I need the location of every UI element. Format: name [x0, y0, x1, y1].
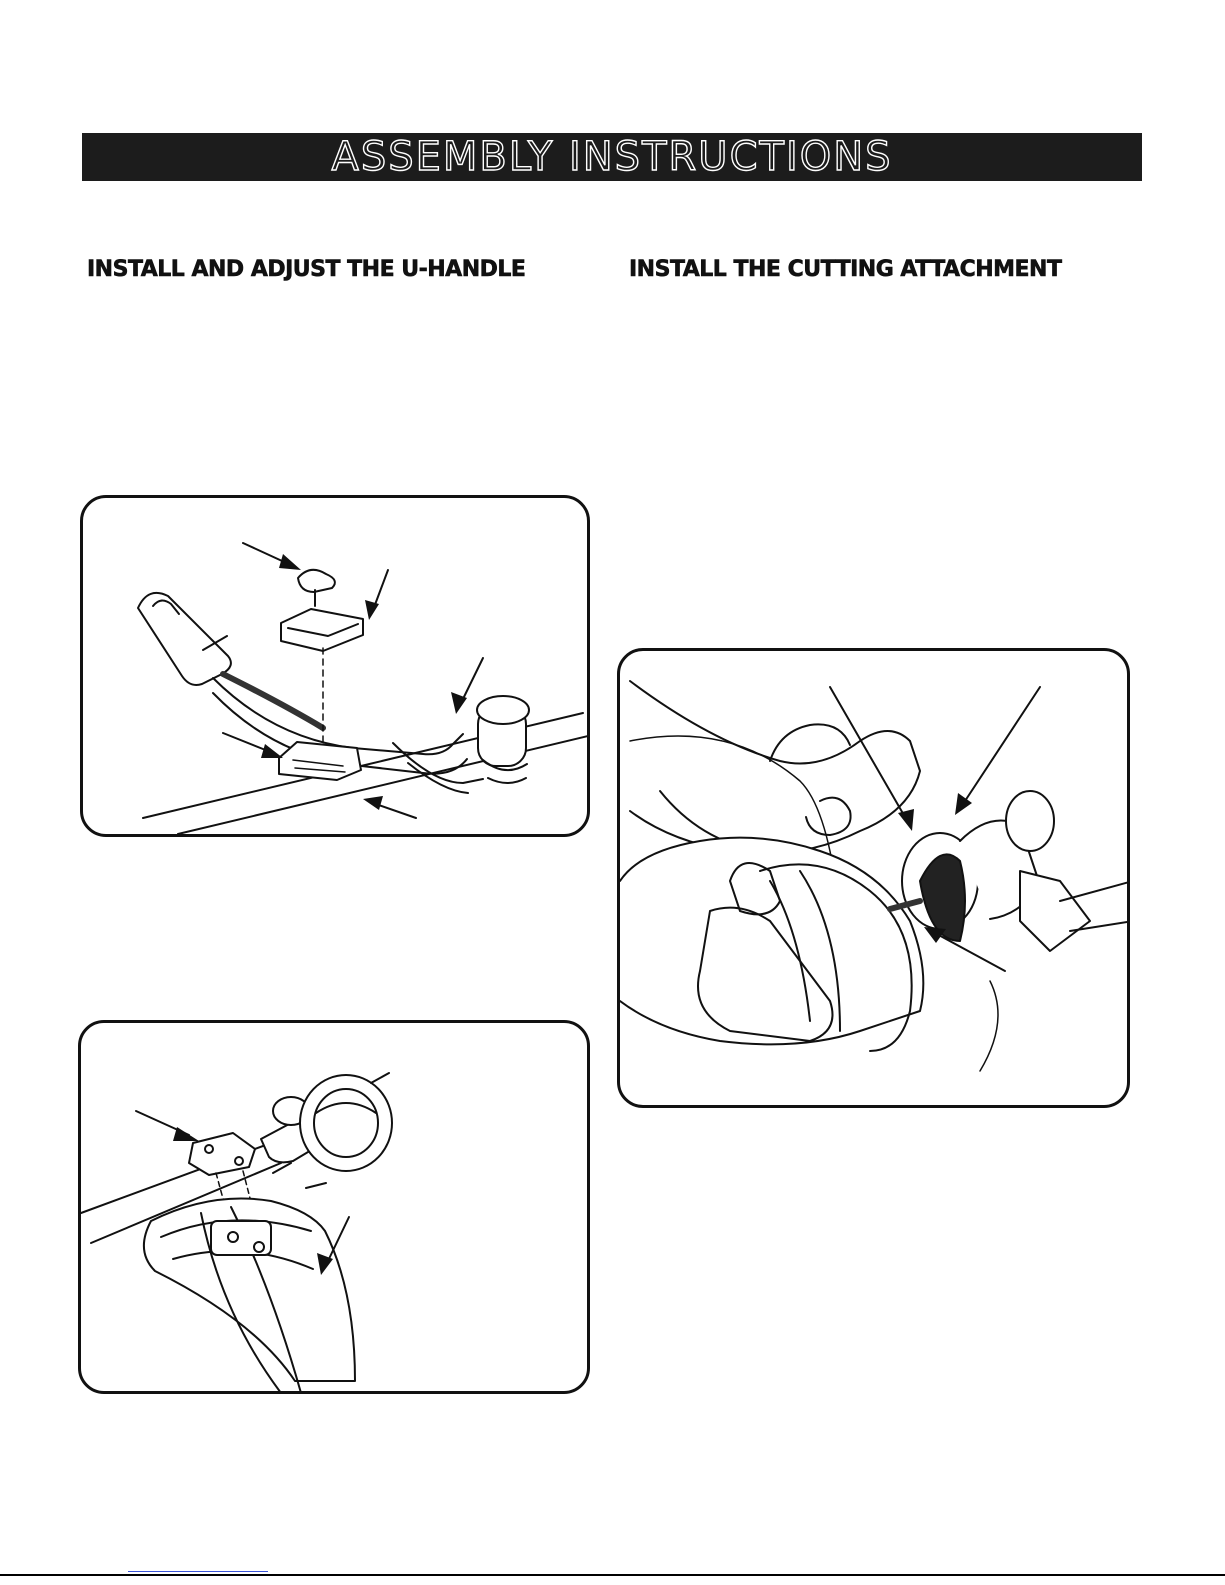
cutting-head-install-illustration: [620, 651, 1130, 1108]
guard-bracket-illustration: [81, 1023, 590, 1394]
footer-rule: [0, 1574, 1225, 1576]
guard-bracket: [189, 1133, 255, 1175]
figure-cutting-head-panel: [617, 648, 1130, 1108]
page-title: ASSEMBLY INSTRUCTIONS: [331, 134, 893, 180]
figure-guard-panel: [78, 1020, 590, 1394]
bottom-clamp: [279, 742, 361, 780]
figure-u-handle-panel: [80, 495, 590, 837]
heading-u-handle: INSTALL AND ADJUST THE U-HANDLE: [87, 257, 526, 282]
u-handle-assembly-illustration: [83, 498, 590, 837]
left-grip: [138, 593, 231, 685]
heading-cutting-attachment: INSTALL THE CUTTING ATTACHMENT: [629, 257, 1062, 282]
page-banner: [82, 133, 1142, 181]
knob: [298, 570, 335, 592]
footer-link-underline: [128, 1571, 268, 1572]
